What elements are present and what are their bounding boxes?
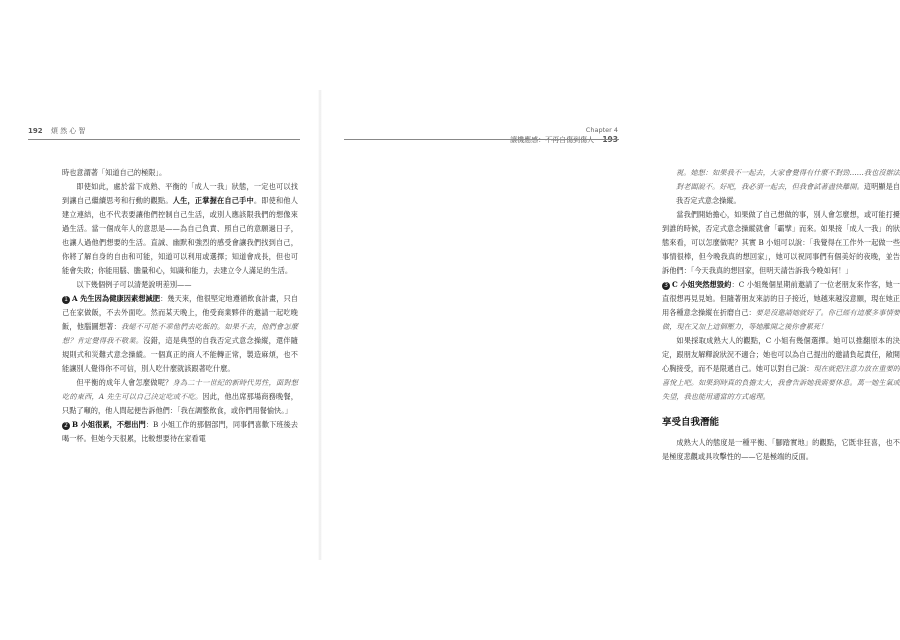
inner-thought: 身為二十一世紀的新時代男性，面對想吃的東西，A 先生可以自己決定吃或不吃。 — [62, 378, 298, 401]
section-heading: 享受自我潛能 — [662, 417, 720, 428]
book-title: 煩 然 心 智 — [50, 127, 86, 135]
paragraph: 當我們開始擔心，如果做了自己想做的事，別人會怎麼想，或可能打擾到誰的時候，否定式意念操縱就會「霸擘」而來。如果接「成人一我」的狀態來看，可以怎麼做呢？其實 B 小姐可以說：「我覺得在工作外一起做一些事情很棒，但今晚我真的想回家」，她可以祝同事們有個美好的夜晚，並告訴他們：「今天我真的想回家，但明天請告訴我今晚如何！」 — [662, 210, 900, 275]
dialogue: 「我覺得在工作外一起做一些事情很棒，但今晚我真的想回家」 — [662, 238, 900, 261]
example-heading: A 先生因為健康因素想減肥 — [72, 294, 161, 303]
paragraph: 成熟大人的態度是一種平衡、「腳踏實地」的觀點，它既非狂喜，也不是極度悲觀或具攻擊性的——它是極端的反面。 — [662, 438, 900, 461]
number-badge: 1 — [62, 296, 70, 304]
example-heading: C 小姐突然想毀約 — [672, 280, 732, 289]
number-badge: 3 — [662, 282, 670, 290]
example-item: 1 A 先生因為健康因素想減肥：幾天來，他很堅定地遵循飲食計畫，只自己在家做飯，不去外面吃。然而某天晚上，他受商業夥伴的邀請一起吃晚飯，他腦圖想著：我絕不可能不乖他們去吃飯的。如果不去，他們會怎麼想？肯定覺得我不敬業。沒錯，這是典型的自我否定式意念操縱，還伴隨規則式和災難式意念操縱。一個真正的商人不能轉正常，製造麻煩，也不能讓別人覺得你不可信，別人吃什麼就該跟著吃什麼。 — [62, 294, 298, 373]
left-running-head — [28, 126, 86, 136]
paragraph: 但平衡的成年人會怎麼做呢？身為二十一世紀的新時代男性，面對想吃的東西，A 先生可以自己決定吃或不吃。因此，他出席那場商務晚餐，只點了噸的，他人問起便告訴他們：「我在調整飲食，或你們用餐愉快。」 — [62, 378, 298, 415]
emphasis-text: 人生，正掌握在自己手中 — [172, 196, 254, 205]
example-item: 3 C 小姐突然想毀約：C 小姐幾個星期前邀請了一位老朋友來作客，她一直很想再見見她。但隨著朋友來訪的日子接近，她越來越沒意願，現在她正用各種意念操縱在折磨自己：要是沒邀請她就好了。你已經有這麼多事情要做，現在又加上這個壓力，等她離開之後你會累死！ — [662, 280, 900, 331]
left-page — [0, 0, 320, 640]
inner-thought: 視。她想：如果我不一起去，大家會覺得有什麼不對勁……我也沒辦法對老闆說不。好吧，我必須一起去，但我會試著盡快離開。 — [676, 168, 900, 191]
left-page-number: 192 — [28, 127, 43, 135]
right-body-text — [662, 166, 900, 464]
paragraph: 如果採取成熟大人的觀點，C 小姐有幾個選擇。她可以推翻原本的決定，跟朋友解釋說狀況不適合；她也可以為自己提出的邀請負起責任，敞開心胸接受，而不是限遞自己。她可以對自己說：現在就把注意力放在重要的喜悅上吧。如果到時真的負擔太大，我會告訴她我需要休息。萬一她生氣或失望，我也能用適當的方式處理。 — [662, 336, 900, 401]
right-page — [320, 0, 900, 640]
inner-thought: 我絕不可能不乖他們去吃飯的。如果不去，他們會怎麼想？肯定覺得我不敬業。 — [62, 322, 298, 345]
inner-thought: 現在就把注意力放在重要的喜悅上吧。如果到時真的負擔太大，我會告訴她我需要休息。萬一她生氣或失望，我也能用適當的方式處理。 — [662, 364, 900, 401]
number-badge: 2 — [62, 422, 70, 430]
example-heading: B 小姐很累，不想出門 — [72, 420, 146, 429]
paragraph: 以下幾個例子可以清楚說明差別—— — [76, 280, 192, 289]
right-page-number: 193 — [602, 135, 618, 144]
example-item: 2 B 小姐很累，不想出門：B 小姐工作的那個部門，同事們喜歡下班後去喝一杯。但她今天很累，比較想要待在家看電 — [62, 420, 298, 443]
right-running-head — [510, 126, 618, 145]
chapter-label: Chapter 4 — [585, 126, 618, 134]
left-body-text — [62, 166, 298, 446]
paragraph: 即使如此，處於當下成熟、平衡的「成人一我」狀態，一定也可以找到讓自己繼續思考和行動的觀點。人生，正掌握在自己手中。即使和他人建立連結，也不代表要讓他們控制自己生活，或別人應該限我們的想像來過生活。當一個成年人的意思是——為自己負責、照自己的意願過日子，也讓人過他們想要的生活。直誠、幽默和強烈的感受會讓我們找到自己，你將了解自身的自由和可能，知道可以利用或選擇；知道會成長，但也可能會失敗；你能用腦、膽量和心，知識和能力，去建立令人滿足的生活。 — [62, 182, 298, 275]
paragraph: 時也意謂著「知道自己的極限」。 — [62, 168, 167, 177]
right-header-rule — [344, 139, 619, 140]
paragraph: 視。她想：如果我不一起去，大家會覺得有什麼不對勁……我也沒辦法對老闆說不。好吧，我必須一起去，但我會試著盡快離開。這明顯是自我否定式意念操縱。 — [676, 168, 900, 205]
left-header-rule — [28, 139, 300, 140]
chapter-title: 讓機應感：不再自傷到傷人 — [510, 136, 595, 144]
inner-thought: 要是沒邀請她就好了。你已經有這麼多事情要做，現在又加上這個壓力，等她離開之後你會累死！ — [662, 308, 900, 331]
